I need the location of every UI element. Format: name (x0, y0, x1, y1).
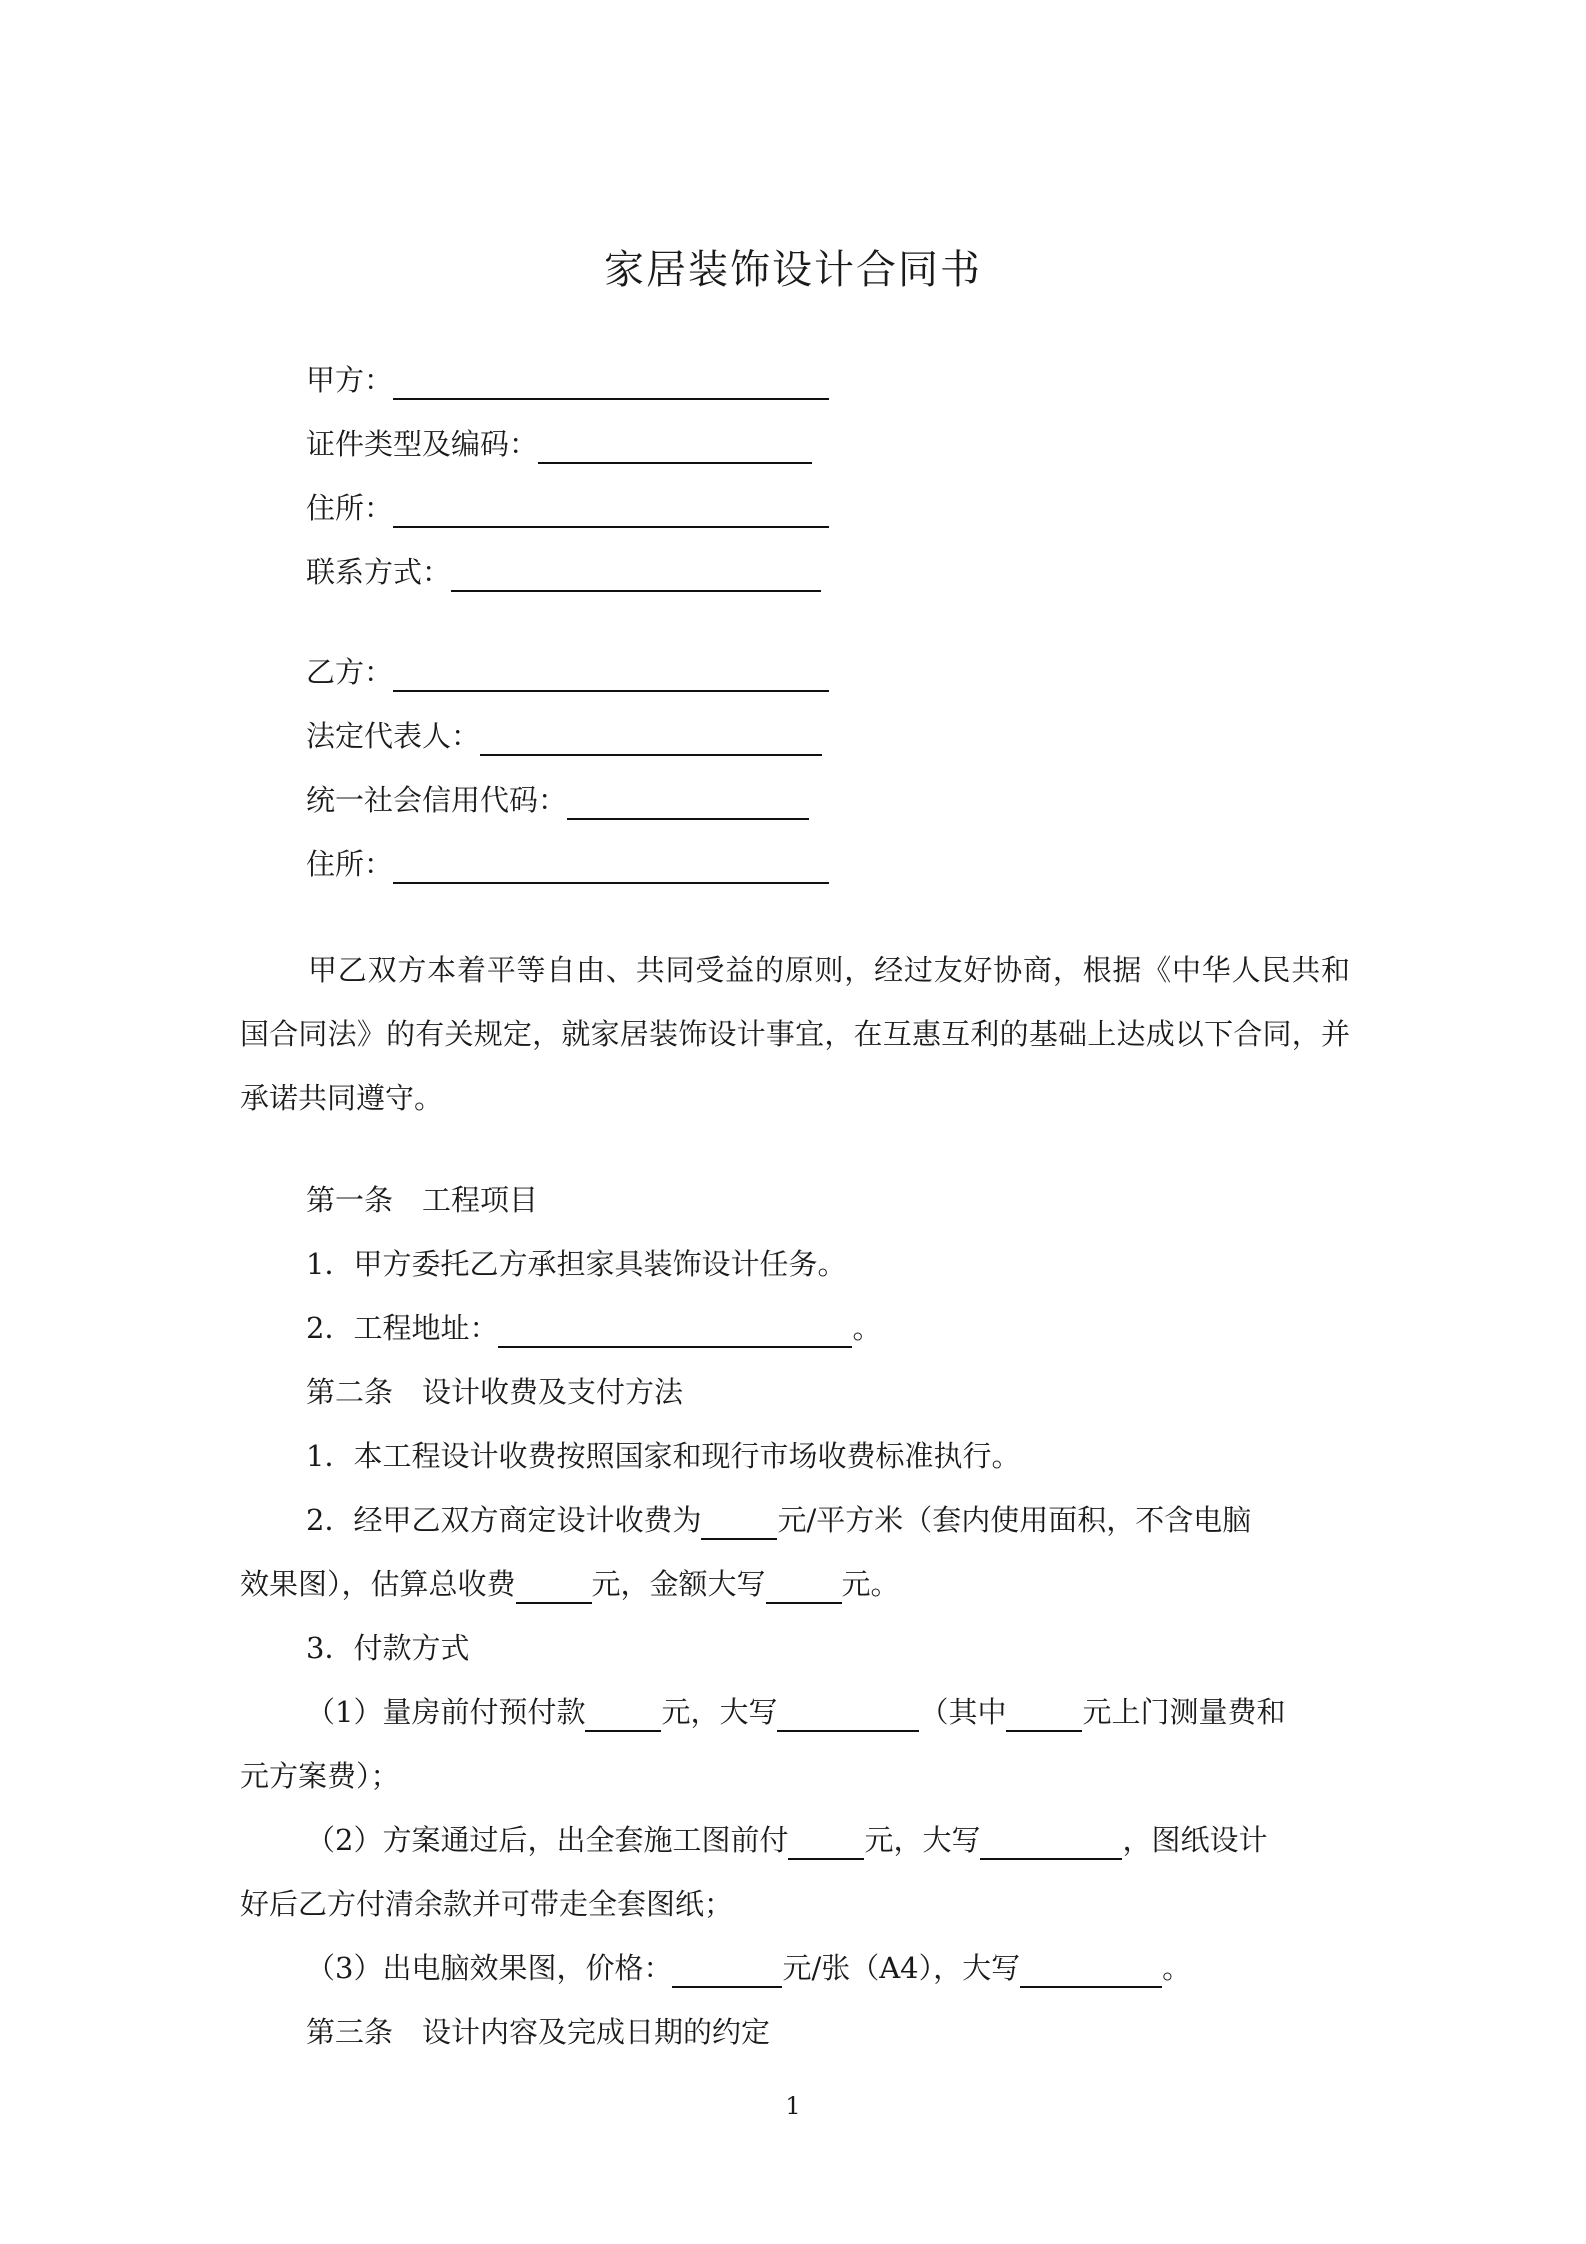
total-fee-label: 效果图），估算总收费 (240, 1567, 516, 1601)
party-b-credit-field[interactable] (567, 784, 809, 820)
payment-2-line-2 (240, 1884, 733, 1924)
preamble-paragraph: 甲乙双方本着平等自由、共同受益的原则，经过友好协商，根据《中华人民共和国合同法》的有关规定，就家居装饰设计事宜，在互惠互利的基础上达成以下合同，并承诺共同遵守。 (240, 953, 1350, 1115)
drawing-payment-words-label: 元，大写 (864, 1823, 981, 1857)
party-b-name-label: 乙方： (306, 655, 394, 689)
rendering-price-period: 。 (1162, 1951, 1192, 1985)
payment-method-heading: 3．付款方式 (306, 1631, 470, 1665)
drawing-payment-words-field[interactable] (980, 1824, 1122, 1860)
prepayment-words-field[interactable] (777, 1696, 919, 1732)
project-address-period: 。 (852, 1311, 882, 1345)
party-a-contact-label: 联系方式： (306, 555, 452, 589)
prepayment-label: （1）量房前付预付款 (306, 1695, 586, 1729)
measure-fee-prefix: （其中 (919, 1695, 1007, 1729)
article-1-item-2 (306, 1308, 881, 1348)
article-1-heading (306, 1180, 538, 1220)
drawing-payment-label: （2）方案通过后，出全套施工图前付 (306, 1823, 789, 1857)
fee-rate-label: 2．经甲乙双方商定设计收费为 (306, 1503, 702, 1537)
party-a-name-field[interactable] (393, 364, 829, 400)
article-1-item-1-text: 1．甲方委托乙方承担家具装饰设计任务。 (306, 1247, 847, 1281)
party-a-address-row (306, 488, 829, 528)
payment-1-line-2 (240, 1756, 400, 1796)
drawing-payment-field[interactable] (788, 1824, 864, 1860)
measure-fee-field[interactable] (1006, 1696, 1082, 1732)
payment-2-line-1 (306, 1820, 1267, 1860)
article-2-item-2-line-2 (240, 1564, 900, 1604)
article-2-item-2-line-1 (306, 1500, 1251, 1540)
party-a-address-label: 住所： (306, 491, 394, 525)
party-b-rep-label: 法定代表人： (306, 719, 481, 753)
article-1-item-1 (306, 1244, 846, 1284)
party-b-address-label: 住所： (306, 847, 394, 881)
article-2-item-1 (306, 1436, 1020, 1476)
party-b-address-field[interactable] (393, 848, 829, 884)
article-2-heading-text: 第二条 设计收费及支付方法 (306, 1375, 684, 1409)
party-b-name-field[interactable] (393, 656, 829, 692)
amount-in-words-field[interactable] (766, 1568, 842, 1604)
page-number: 1 (785, 2092, 801, 2120)
prepayment-words-label: 元，大写 (661, 1695, 778, 1729)
measure-fee-label: 元上门测量费和 (1082, 1695, 1286, 1729)
article-3-heading (306, 2012, 770, 2052)
amount-in-words-label: 元，金额大写 (591, 1567, 766, 1601)
party-b-rep-field[interactable] (480, 720, 822, 756)
party-b-address-row (306, 844, 829, 884)
fee-rate-field[interactable] (701, 1504, 777, 1540)
article-3-heading-text: 第三条 设计内容及完成日期的约定 (306, 2015, 771, 2049)
article-2-heading (306, 1372, 683, 1412)
article-2-item-3 (306, 1628, 469, 1668)
project-address-field[interactable] (498, 1312, 852, 1348)
party-a-id-row (306, 424, 812, 464)
rendering-price-words-field[interactable] (1020, 1952, 1162, 1988)
rendering-price-words-label: 元/张（A4），大写 (782, 1951, 1021, 1985)
party-a-contact-field[interactable] (451, 556, 821, 592)
party-b-credit-label: 统一社会信用代码： (306, 783, 568, 817)
party-a-address-field[interactable] (393, 492, 829, 528)
total-fee-field[interactable] (516, 1568, 592, 1604)
rendering-price-field[interactable] (672, 1952, 782, 1988)
prepayment-field[interactable] (585, 1696, 661, 1732)
drawing-design-label: ，图纸设计 (1122, 1823, 1268, 1857)
party-a-contact-row (306, 552, 821, 592)
article-1-heading-text: 第一条 工程项目 (306, 1183, 539, 1217)
party-a-id-label: 证件类型及编码： (306, 427, 539, 461)
party-b-rep-row (306, 716, 822, 756)
party-b-credit-row (306, 780, 809, 820)
rendering-price-label: （3）出电脑效果图，价格： (306, 1951, 673, 1985)
payment-3-line (306, 1948, 1191, 1988)
party-a-name-row (306, 360, 829, 400)
article-2-item-1-text: 1．本工程设计收费按照国家和现行市场收费标准执行。 (306, 1439, 1021, 1473)
party-a-id-field[interactable] (538, 428, 812, 464)
balance-payment-text: 好后乙方付清余款并可带走全套图纸； (240, 1887, 734, 1921)
document-title: 家居装饰设计合同书 (604, 247, 982, 293)
scheme-fee-label: 元方案费）； (240, 1759, 400, 1793)
payment-1-line-1 (306, 1692, 1286, 1732)
party-a-name-label: 甲方： (306, 363, 394, 397)
fee-rate-unit: 元/平方米（套内使用面积，不含电脑 (777, 1503, 1252, 1537)
project-address-label: 2．工程地址： (306, 1311, 499, 1345)
amount-unit: 元。 (841, 1567, 900, 1601)
party-b-name-row (306, 652, 829, 692)
